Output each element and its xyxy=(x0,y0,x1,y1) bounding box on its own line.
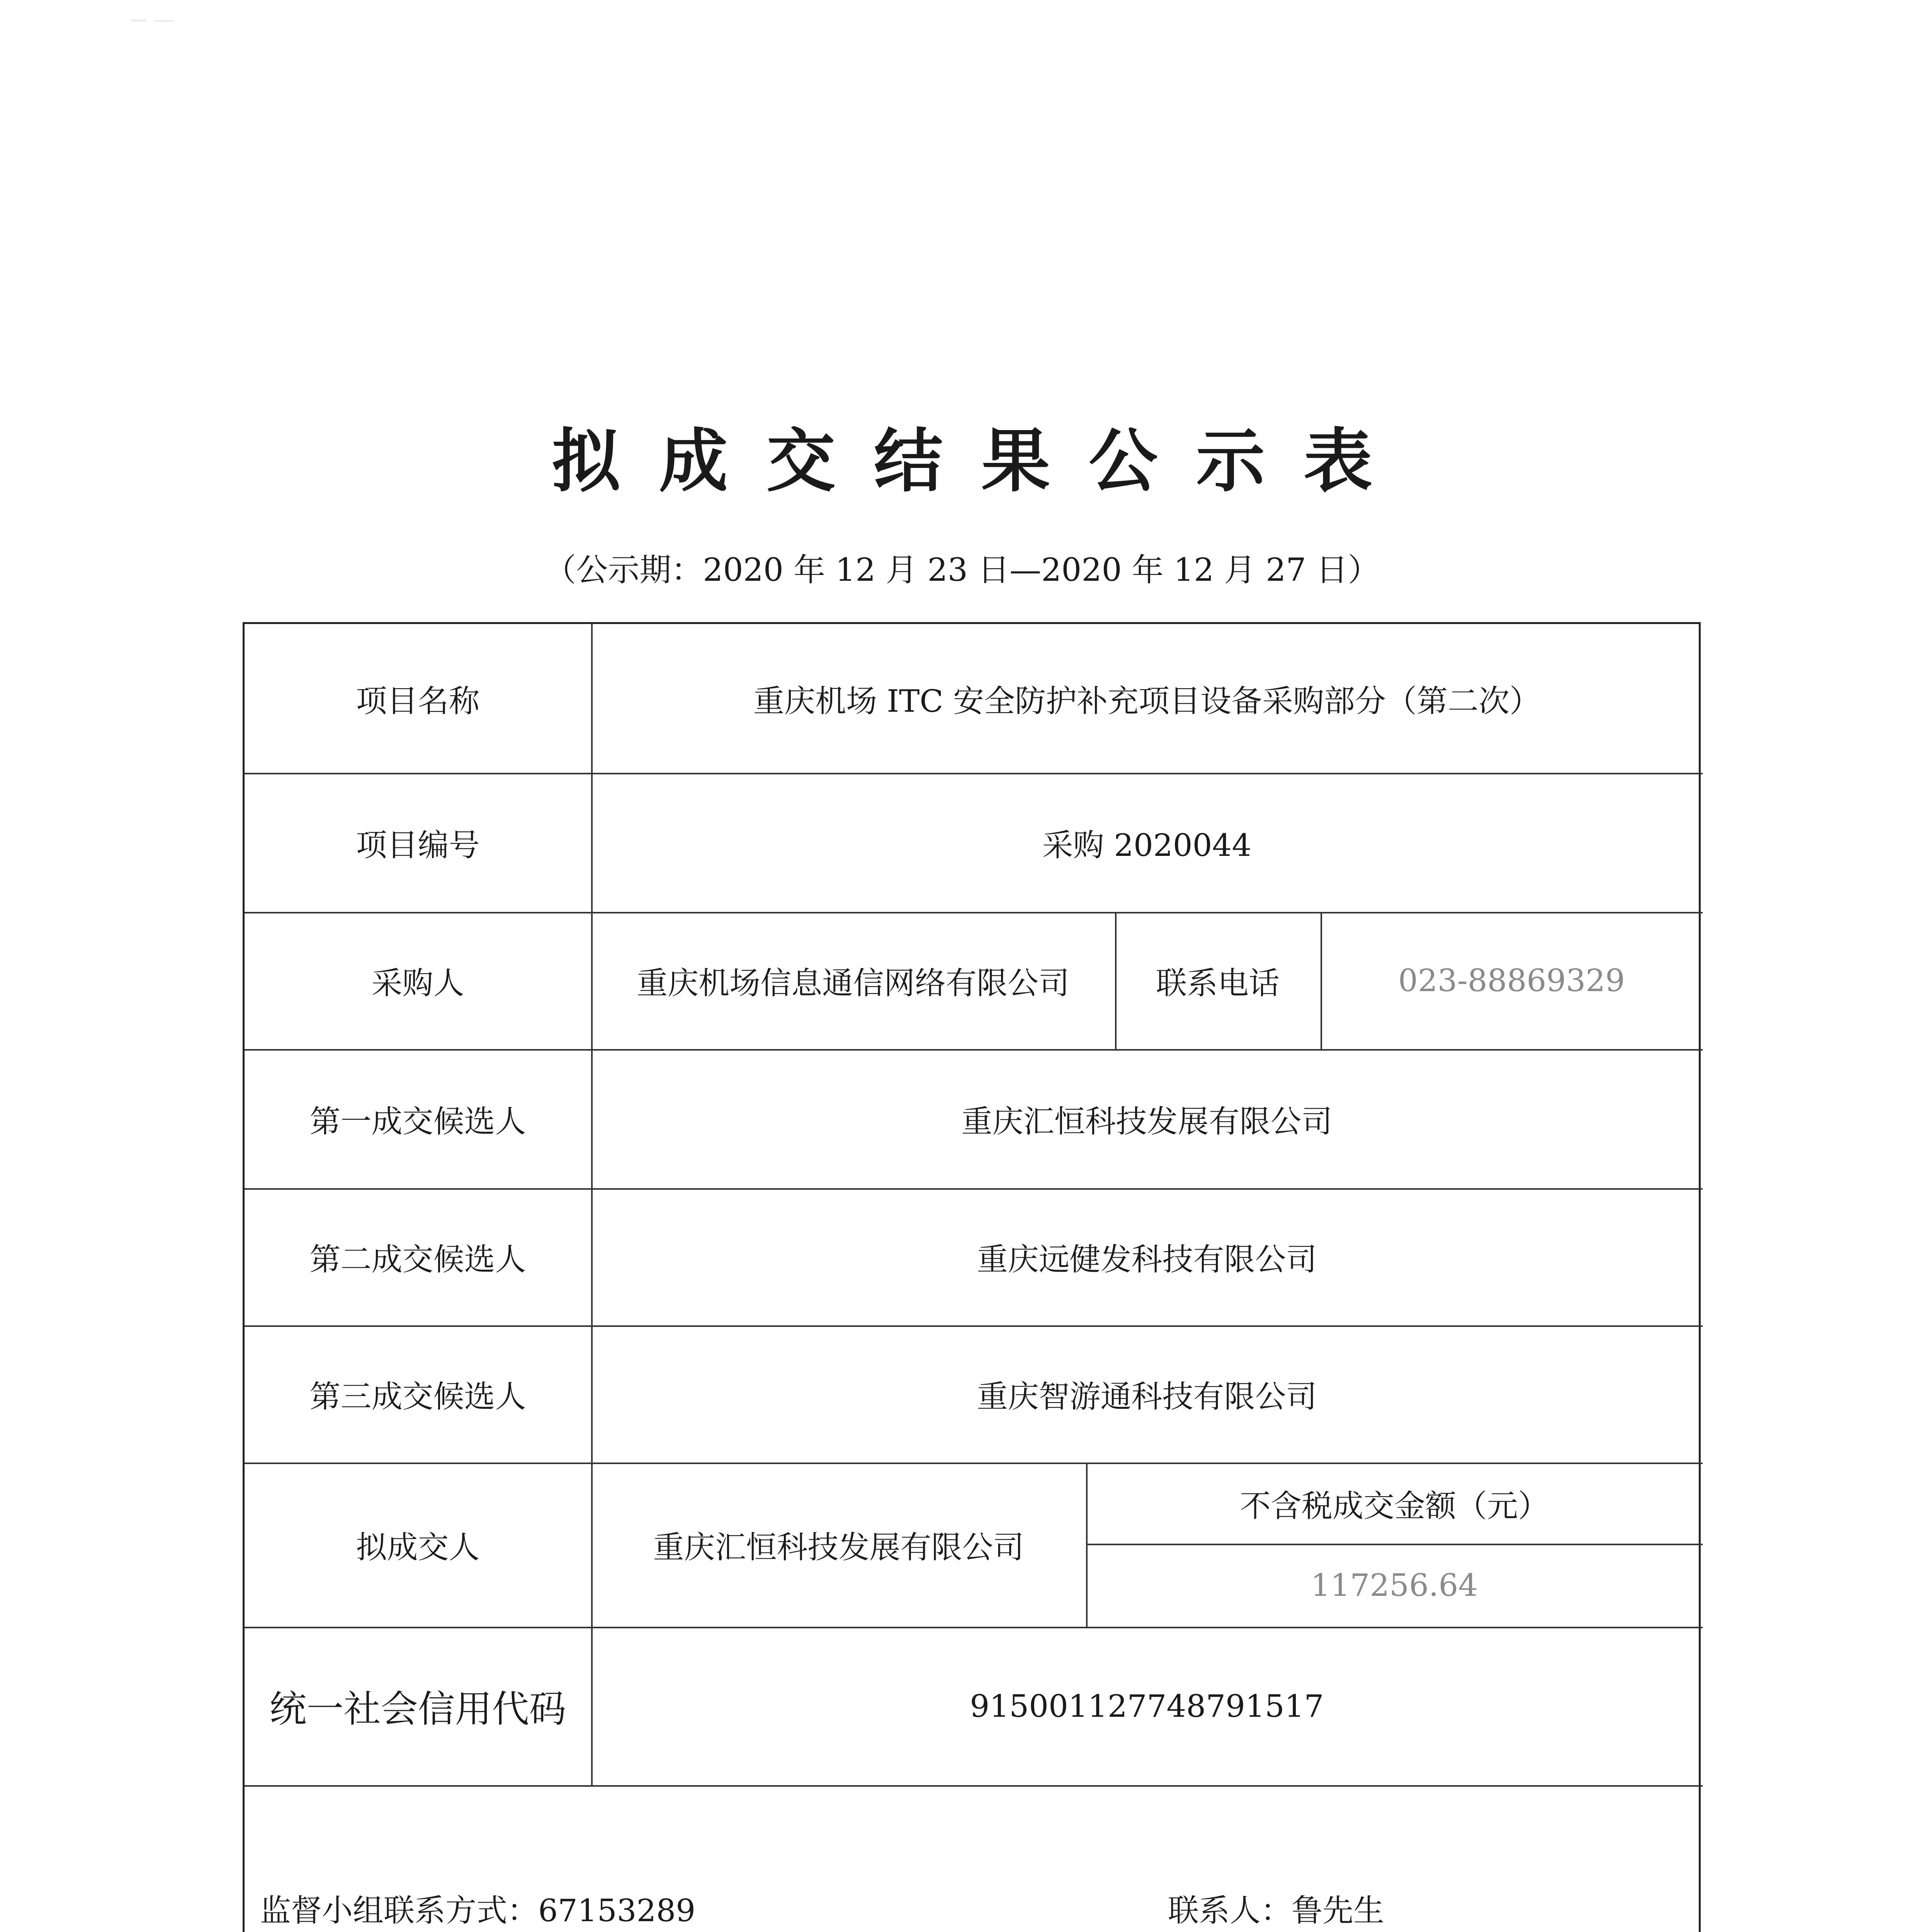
title-char: 表 xyxy=(1304,421,1372,501)
title-char: 拟 xyxy=(552,421,620,501)
document-title xyxy=(0,406,1924,505)
proposed-label: 拟成交人 xyxy=(356,1529,480,1565)
title-char: 示 xyxy=(1196,421,1265,501)
project-name-label: 项目名称 xyxy=(356,683,480,719)
phone-label: 联系电话 xyxy=(1156,965,1280,1001)
title-char: 公 xyxy=(1089,421,1157,501)
result-table xyxy=(243,622,1701,1932)
project-name-value: 重庆机场 ITC 安全防护补充项目设备采购部分（第二次） xyxy=(753,683,1541,719)
title-char: 交 xyxy=(767,421,835,501)
supervision-contact: 监督小组联系方式：67153289 xyxy=(260,1893,696,1929)
second-candidate-value: 重庆远健发科技有限公司 xyxy=(977,1242,1317,1277)
title-char: 果 xyxy=(981,421,1050,501)
second-candidate-label: 第二成交候选人 xyxy=(309,1242,526,1277)
project-no-value: 采购 2020044 xyxy=(1042,827,1252,863)
purchaser-label: 采购人 xyxy=(371,965,464,1001)
title-char: 结 xyxy=(874,421,943,501)
amount-value: 117256.64 xyxy=(1310,1567,1478,1603)
credit-code-value: 915001127748791517 xyxy=(970,1688,1324,1724)
first-candidate-value: 重庆汇恒科技发展有限公司 xyxy=(961,1103,1333,1139)
first-candidate-label: 第一成交候选人 xyxy=(309,1103,526,1139)
purchaser-value: 重庆机场信息通信网络有限公司 xyxy=(637,965,1069,1001)
amount-label: 不含税成交金额（元） xyxy=(1240,1488,1549,1524)
third-candidate-label: 第三成交候选人 xyxy=(309,1379,526,1415)
title-char: 成 xyxy=(659,421,728,501)
proposed-value: 重庆汇恒科技发展有限公司 xyxy=(653,1529,1024,1565)
credit-code-label: 统一社会信用代码 xyxy=(269,1687,566,1731)
scan-specks xyxy=(131,15,178,31)
project-no-label: 项目编号 xyxy=(356,827,480,863)
third-candidate-value: 重庆智游通科技有限公司 xyxy=(977,1379,1317,1415)
supervision-person: 联系人：鲁先生 xyxy=(1168,1893,1384,1929)
publicity-period: （公示期：2020 年 12 月 23 日—2020 年 12 月 27 日） xyxy=(544,552,1380,588)
phone-value: 023-88869329 xyxy=(1398,963,1625,998)
